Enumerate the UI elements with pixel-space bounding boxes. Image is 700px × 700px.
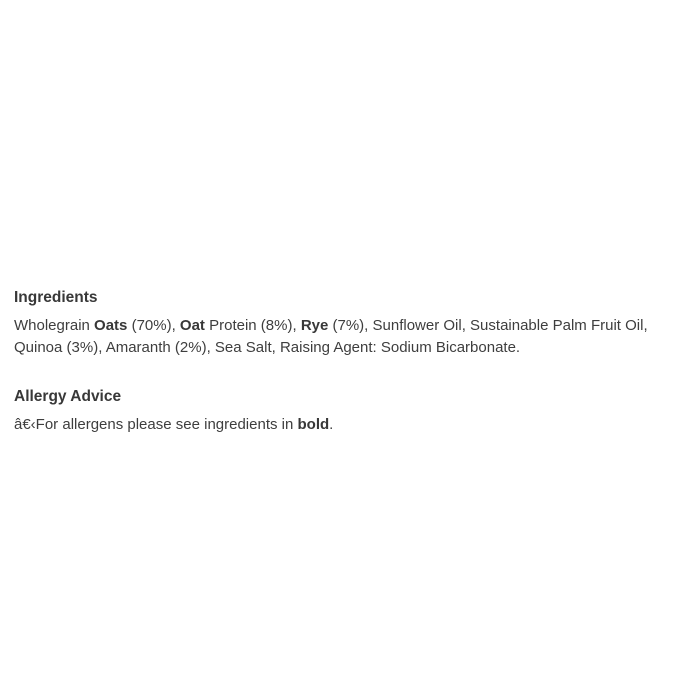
text-segment: . xyxy=(329,416,334,433)
ingredients-heading: Ingredients xyxy=(14,289,98,306)
text-segment: Oat xyxy=(179,317,205,334)
text-segment: Oats xyxy=(94,317,128,334)
text-segment: Wholegrain xyxy=(14,317,95,334)
product-details-panel xyxy=(14,288,692,436)
text-segment: bold xyxy=(297,416,330,433)
ingredients-text xyxy=(14,315,692,358)
allergy-advice-text xyxy=(14,414,692,436)
ingredients-section xyxy=(14,288,692,358)
text-segment: Rye xyxy=(300,317,329,334)
text-segment: (7%), Sunflower Oil, Sustainable Palm Fruit Oil, Quinoa (3%), Amaranth (2%), Sea Salt, Raising Agent: Sodium Bicarbonate. xyxy=(14,317,648,356)
allergy-advice-section xyxy=(14,387,692,436)
text-segment: (70%), xyxy=(127,317,180,334)
text-segment: Protein (8%), xyxy=(204,317,301,334)
text-segment: â€‹For allergens please see ingredients in xyxy=(14,416,298,433)
allergy-advice-heading: Allergy Advice xyxy=(14,388,122,405)
